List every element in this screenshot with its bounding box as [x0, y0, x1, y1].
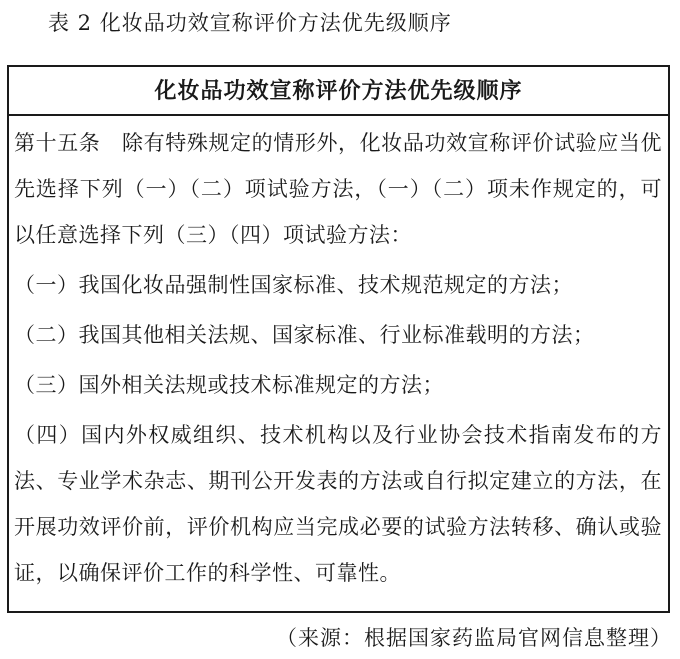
table-paragraph-article15: 第十五条 除有特殊规定的情形外，化妆品功效宣称评价试验应当优先选择下列（一）（二）项试验方法，（一）（二）项未作规定的，可以任意选择下列（三）（四）项试验方法： — [14, 131, 662, 247]
document-page — [0, 8, 680, 659]
table-paragraph-item3: （三）国外相关法规或技术标准规定的方法； — [14, 373, 444, 397]
table-caption: 表 2 化妆品功效宣称评价方法优先级顺序 — [48, 11, 452, 35]
table-paragraph-item2: （二）我国其他相关法规、国家标准、行业标准载明的方法； — [14, 323, 595, 347]
table-header: 化妆品功效宣称评价方法优先级顺序 — [9, 67, 668, 116]
table-paragraph-item1: （一）我国化妆品强制性国家标准、技术规范规定的方法； — [14, 273, 573, 297]
source-note: （来源：根据国家药监局官网信息整理） — [276, 626, 672, 650]
table-paragraph-item4: （四）国内外权威组织、技术机构以及行业协会技术指南发布的方法、专业学术杂志、期刊公开发表的方法或自行拟定建立的方法，在开展功效评价前，评价机构应当完成必要的试验方法转移、确认或验证，以确保评价工作的科学性、可靠性。 — [14, 423, 662, 585]
priority-table — [7, 65, 670, 613]
table-body-cell — [9, 116, 668, 596]
